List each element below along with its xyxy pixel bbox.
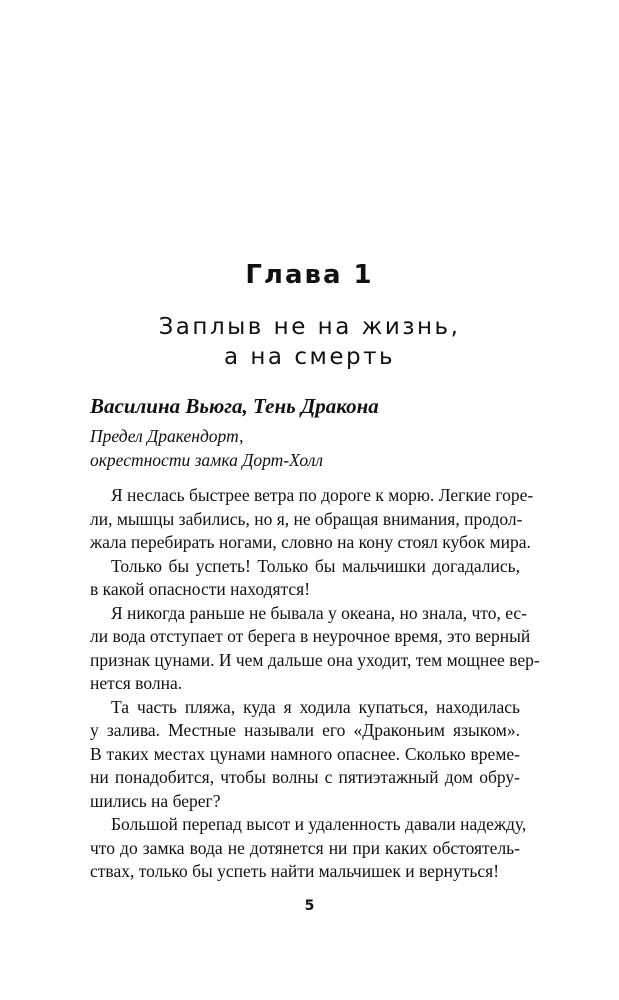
text-line: признак цунами. И чем дальше она уходит, тем мощнее вер- — [90, 649, 540, 670]
chapter-title-line: Заплыв не на жизнь, — [158, 314, 461, 340]
text-line: Я никогда раньше не бывала у океана, но знала, что, ес- — [111, 602, 528, 623]
text-line: Только бы успеть! Только бы мальчишки догадались, — [111, 555, 520, 576]
text-line: в какой опасности находятся! — [90, 579, 311, 599]
paragraph — [90, 602, 540, 696]
location-note — [90, 425, 323, 472]
pov-heading: Василина Вьюга, Тень Дракона — [90, 394, 379, 418]
location-line: Предел Дракендорт, — [90, 426, 244, 446]
text-line: ствах, только бы успеть найти мальчишек и вернуться! — [90, 861, 500, 881]
text-line: у залива. Местные называли его «Драконьим языком». — [90, 720, 520, 740]
text-line: ли, мышцы забились, но я, не обращая внимания, продол- — [90, 508, 523, 529]
text-line: шились на берег? — [90, 790, 221, 811]
paragraph — [90, 484, 534, 555]
text-line: что до замка вода не дотянется ни при каких обстоятель- — [90, 837, 520, 858]
chapter-heading: Глава 1 — [245, 260, 374, 290]
text-line: Большой перепад высот и удаленность давали надежду, — [111, 814, 527, 834]
body-text — [90, 484, 540, 884]
chapter-title-line: а на смерть — [223, 344, 396, 370]
text-line: ли вода отступает от берега в неурочное время, это верный — [90, 626, 531, 646]
text-line: Та часть пляжа, куда я ходила купаться, находилась — [111, 696, 520, 717]
text-line: жала перебирать ногами, словно на кону стоял кубок мира. — [90, 532, 531, 552]
chapter-title — [0, 312, 619, 372]
paragraph — [90, 813, 527, 884]
text-line: ни понадобится, чтобы волны с пятиэтажный дом обру- — [90, 767, 520, 787]
text-line: Я неслась быстрее ветра по дороге к морю. Легкие горе- — [111, 485, 534, 505]
page-number: 5 — [304, 898, 315, 914]
text-line: В таких местах цунами намного опаснее. Сколько време- — [90, 743, 520, 764]
location-line: окрестности замка Дорт-Холл — [90, 449, 323, 470]
paragraph — [90, 696, 520, 814]
paragraph — [90, 555, 520, 602]
text-line: нется волна. — [90, 673, 183, 693]
